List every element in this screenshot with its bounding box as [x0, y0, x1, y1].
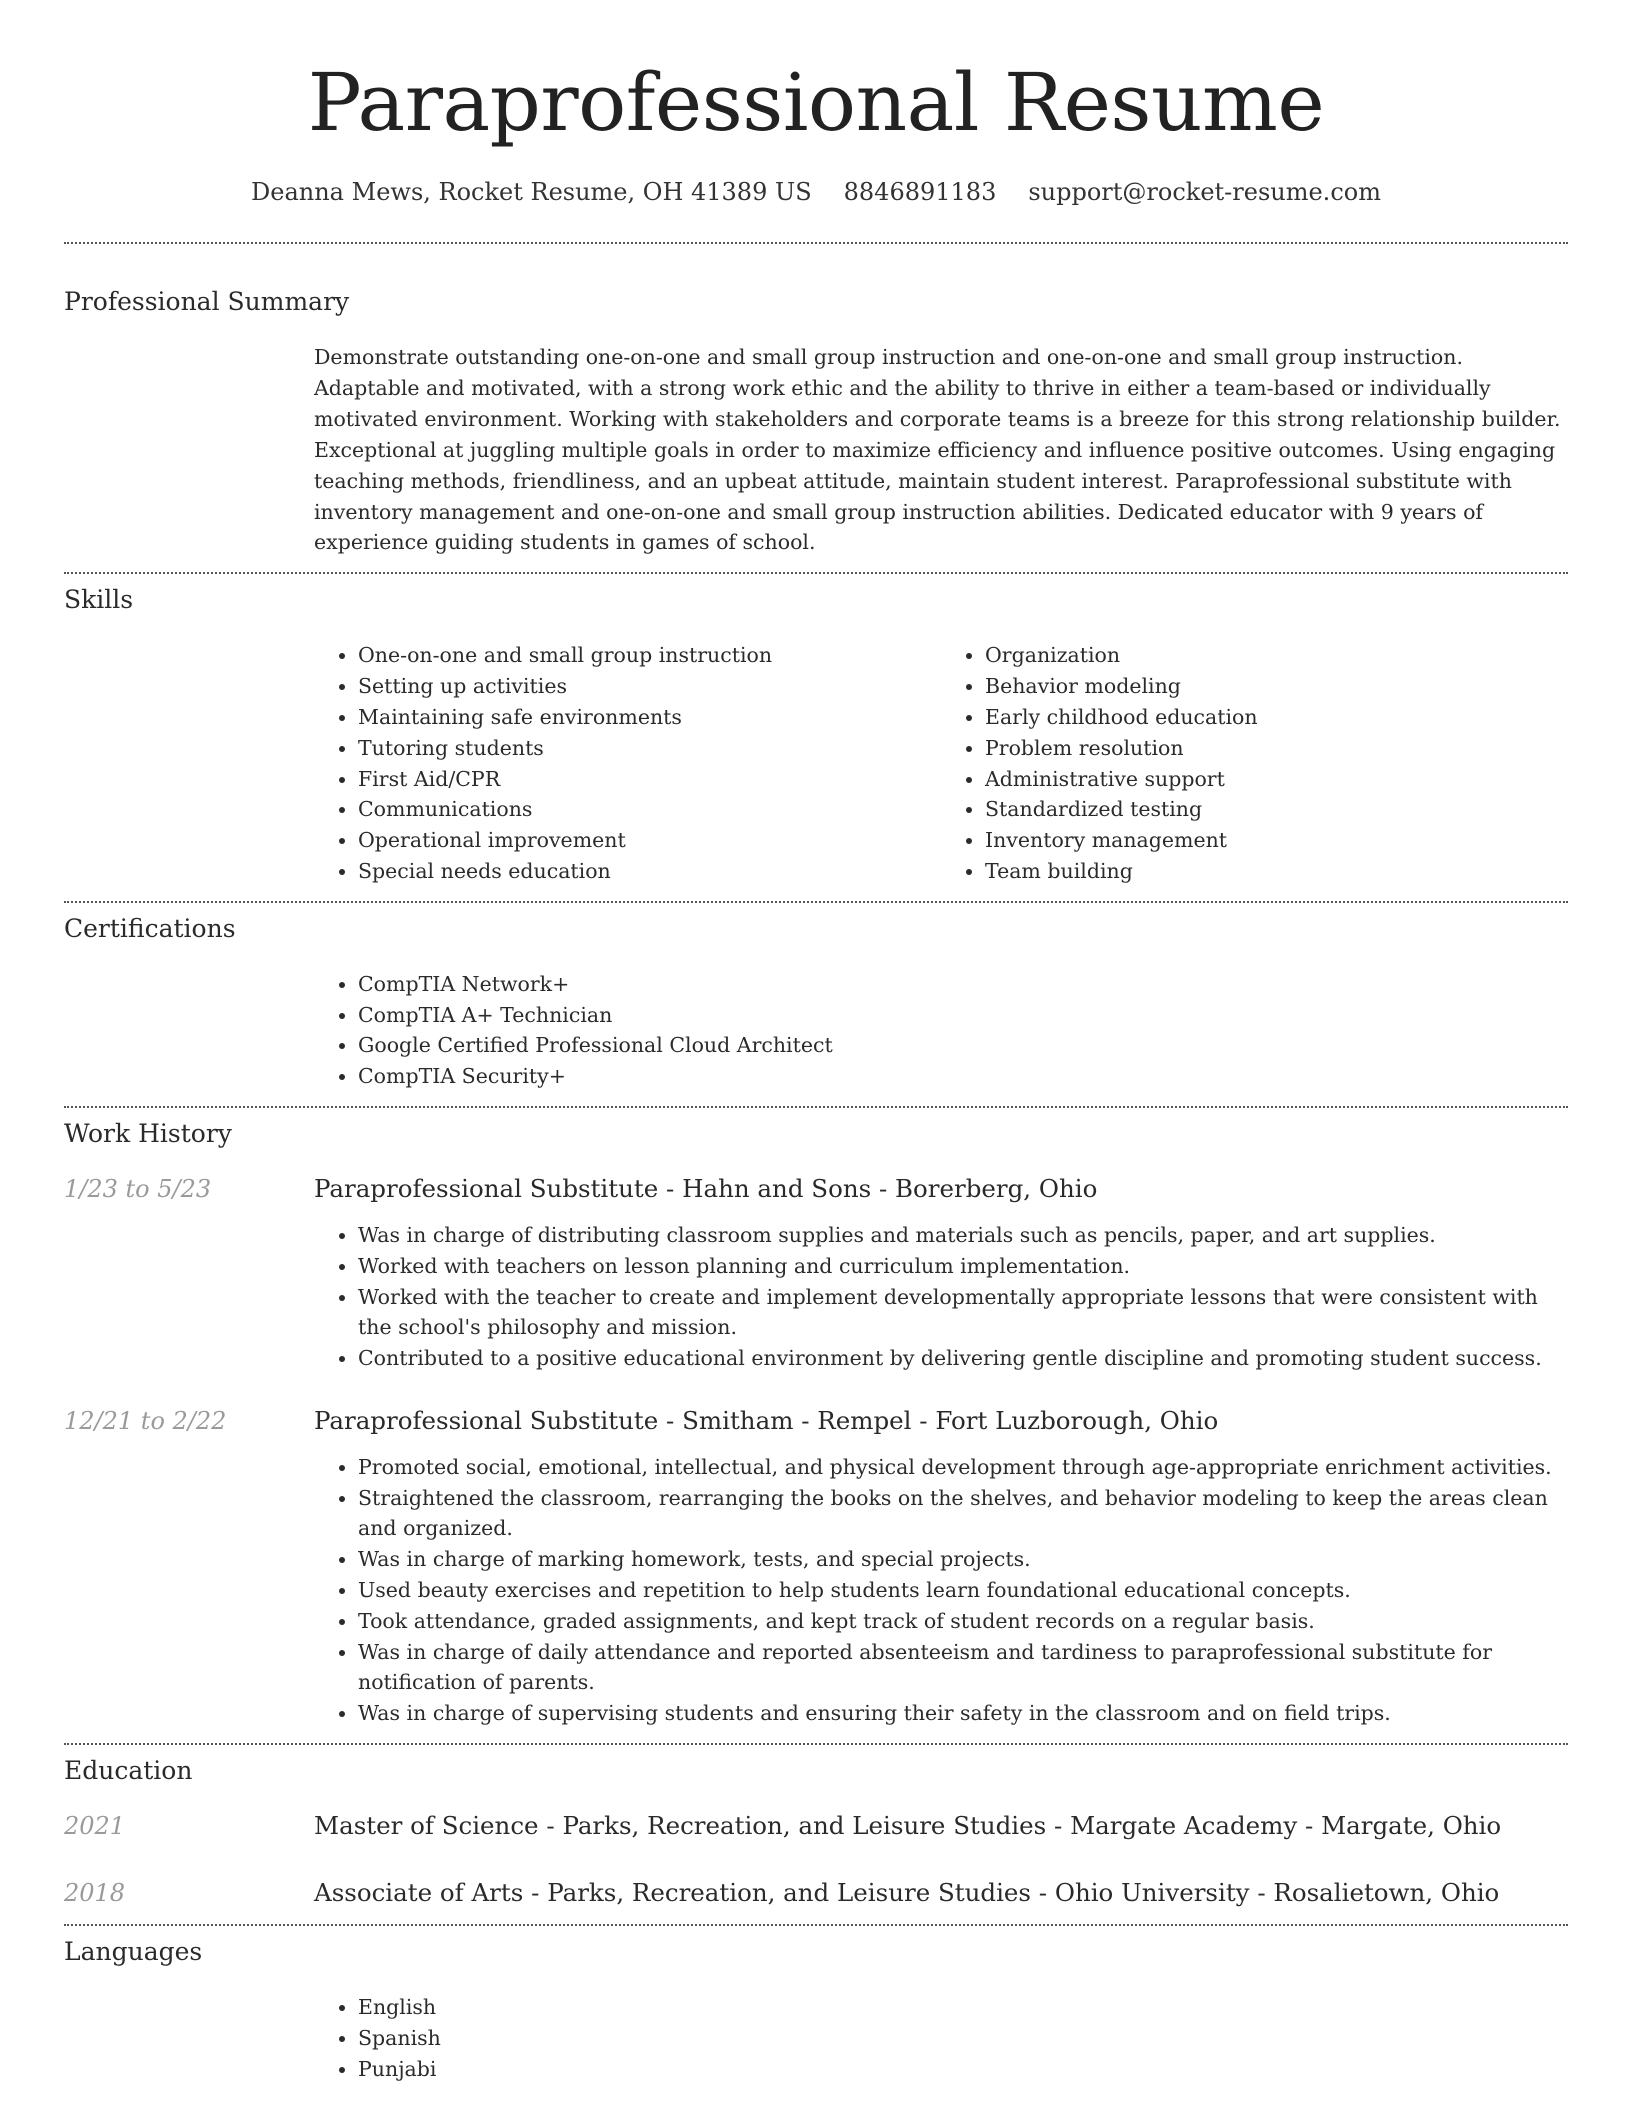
duty-item: • Worked with teachers on lesson planning and curriculum implementation.	[358, 1251, 1568, 1282]
skill-item: • Operational improvement	[358, 825, 941, 856]
resume-title: Paraprofessional Resume	[307, 56, 1325, 149]
work-history-section	[64, 1118, 1568, 1729]
language-item: • Spanish	[358, 2023, 1568, 2054]
section-divider	[64, 1924, 1568, 1926]
education-heading: Education	[64, 1756, 193, 1786]
summary-heading: Professional Summary	[64, 287, 350, 316]
section-divider	[64, 1743, 1568, 1745]
job-title: Paraprofessional Substitute	[314, 1405, 659, 1435]
education-location: Margate, Ohio	[1321, 1811, 1502, 1841]
skill-item: • First Aid/CPR	[358, 764, 941, 795]
certification-item: • CompTIA Security+	[358, 1061, 1568, 1092]
section-divider	[64, 1106, 1568, 1108]
job-employer: Hahn and Sons	[682, 1173, 872, 1203]
education-school: Ohio University	[1054, 1878, 1250, 1908]
work-history-heading: Work History	[64, 1118, 232, 1148]
skill-item: • Setting up activities	[358, 671, 941, 702]
education-degree: Associate of Arts	[314, 1878, 524, 1908]
job-duties-list	[314, 1220, 1568, 1374]
duty-item: • Worked with the teacher to create and implement developmentally appropriate lessons that were consistent with the school's philosophy and mission.	[358, 1282, 1568, 1344]
languages-heading: Languages	[64, 1937, 203, 1967]
skills-list-right	[941, 640, 1568, 886]
education-field: Parks, Recreation, and Leisure Studies	[562, 1811, 1047, 1841]
skill-item: • Problem resolution	[985, 733, 1568, 764]
section-divider	[64, 572, 1568, 574]
languages-content	[314, 1992, 1568, 2084]
job-dates: 12/21 to 2/22	[64, 1406, 227, 1435]
duty-item: • Was in charge of daily attendance and reported absenteeism and tardiness to paraprofessional substitute for notification of parents.	[358, 1637, 1568, 1699]
skills-columns	[314, 640, 1568, 886]
education-degree: Master of Science	[314, 1811, 539, 1841]
duty-item: • Promoted social, emotional, intellectual, and physical development through age-appropriate enrichment activities.	[358, 1452, 1568, 1483]
skill-item: • Early childhood education	[985, 702, 1568, 733]
languages-section	[64, 1936, 1568, 2084]
certifications-heading: Certifications	[64, 913, 236, 943]
skills-heading: Skills	[64, 585, 134, 615]
languages-list	[314, 1992, 1568, 2084]
contact-phone: 8846891183	[843, 178, 997, 206]
skill-item: • Team building	[985, 856, 1568, 887]
skill-item: • Standardized testing	[985, 794, 1568, 825]
education-heading-line: Associate of Arts - Parks, Recreation, and Leisure Studies - Ohio University - Rosalietown, Ohio	[314, 1878, 1500, 1908]
certification-item: • CompTIA Network+	[358, 969, 1568, 1000]
job-duties-list	[314, 1452, 1568, 1729]
contact-email: support@rocket-resume.com	[1028, 178, 1381, 206]
job-entry	[64, 1404, 1568, 1438]
skill-item: • Behavior modeling	[985, 671, 1568, 702]
job-duties	[314, 1220, 1568, 1374]
duty-item: • Was in charge of marking homework, tests, and special projects.	[358, 1544, 1568, 1575]
skill-item: • Inventory management	[985, 825, 1568, 856]
skills-section	[64, 584, 1568, 886]
skill-item: • Administrative support	[985, 764, 1568, 795]
duty-item: • Took attendance, graded assignments, and kept track of student records on a regular basis.	[358, 1606, 1568, 1637]
certifications-list	[314, 969, 1568, 1092]
job-heading: Paraprofessional Substitute - Smitham - Rempel - Fort Luzborough, Ohio	[314, 1405, 1219, 1435]
education-heading-line: Master of Science - Parks, Recreation, and Leisure Studies - Margate Academy - Margate, Ohio	[314, 1811, 1502, 1841]
education-entry	[64, 1876, 1568, 1910]
education-entry	[64, 1809, 1568, 1843]
certifications-content	[314, 969, 1568, 1092]
certification-item: • CompTIA A+ Technician	[358, 1000, 1568, 1031]
duty-item: • Was in charge of supervising students and ensuring their safety in the classroom and on field trips.	[358, 1698, 1568, 1729]
skill-item: • Communications	[358, 794, 941, 825]
education-section	[64, 1755, 1568, 1910]
duty-item: • Straightened the classroom, rearranging the books on the shelves, and behavior modeling to keep the areas clean and organized.	[358, 1483, 1568, 1545]
section-divider	[64, 901, 1568, 903]
duty-item: • Was in charge of distributing classroom supplies and materials such as pencils, paper, and art supplies.	[358, 1220, 1568, 1251]
language-item: • Punjabi	[358, 2054, 1568, 2085]
certifications-section	[64, 913, 1568, 1092]
summary-section	[64, 286, 1568, 558]
language-item: • English	[358, 1992, 1568, 2023]
certification-item: • Google Certified Professional Cloud Architect	[358, 1030, 1568, 1061]
education-year: 2018	[64, 1879, 126, 1908]
contact-line	[64, 176, 1568, 208]
education-school: Margate Academy	[1070, 1811, 1298, 1841]
education-year: 2021	[64, 1812, 126, 1841]
skills-list-left	[314, 640, 941, 886]
contact-address: Deanna Mews, Rocket Resume, OH 41389 US	[251, 178, 812, 206]
skill-item: • Tutoring students	[358, 733, 941, 764]
skill-item: • One-on-one and small group instruction	[358, 640, 941, 671]
skill-item: • Special needs education	[358, 856, 941, 887]
education-location: Rosalietown, Ohio	[1273, 1878, 1500, 1908]
job-heading: Paraprofessional Substitute - Hahn and Sons - Borerberg, Ohio	[314, 1173, 1098, 1203]
section-divider	[64, 242, 1568, 244]
duty-item: • Contributed to a positive educational environment by delivering gentle discipline and promoting student success.	[358, 1343, 1568, 1374]
job-location: Fort Luzborough, Ohio	[935, 1405, 1219, 1435]
job-entry	[64, 1172, 1568, 1206]
job-title: Paraprofessional Substitute	[314, 1173, 659, 1203]
duty-item: • Used beauty exercises and repetition to help students learn foundational educational concepts.	[358, 1575, 1568, 1606]
skill-item: • Maintaining safe environments	[358, 702, 941, 733]
job-employer: Smitham - Rempel	[682, 1405, 912, 1435]
job-location: Borerberg, Ohio	[895, 1173, 1098, 1203]
skill-item: • Organization	[985, 640, 1568, 671]
summary-text: Demonstrate outstanding one-on-one and small group instruction and one-on-one and small group instruction. Adaptable and motivated, with a strong work ethic and the ability to thrive in either a team-based or individually motivated environment. Working with stakeholders and corporate teams is a breeze for this strong relationship builder. Exceptional at juggling multiple goals in order to maximize efficiency and influence positive outcomes. Using engaging teaching methods, friendliness, and an upbeat attitude, maintain student interest. Paraprofessional substitute with inventory management and one-on-one and small group instruction abilities. Dedicated educator with 9 years of experience guiding students in games of school.	[314, 345, 1561, 555]
education-field: Parks, Recreation, and Leisure Studies	[547, 1878, 1031, 1908]
job-duties	[314, 1452, 1568, 1729]
job-dates: 1/23 to 5/23	[64, 1174, 212, 1203]
